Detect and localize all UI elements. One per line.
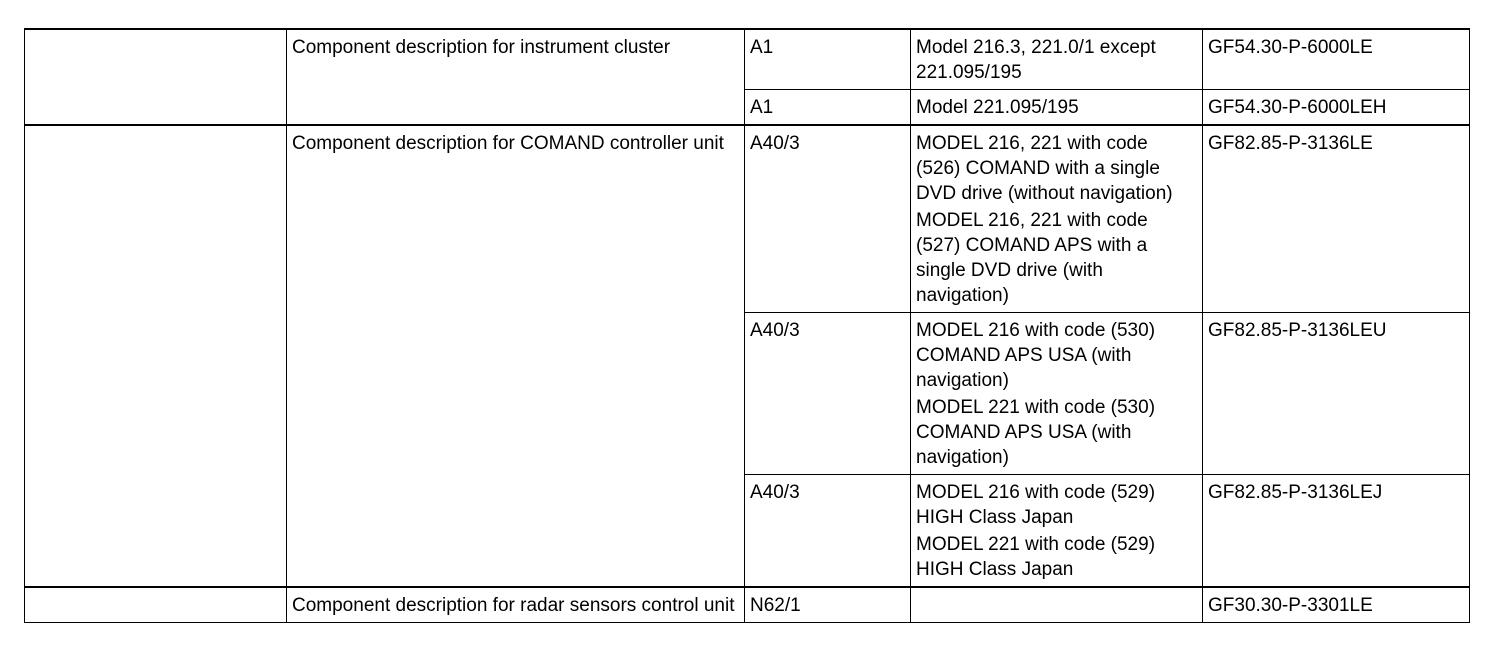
condition-cell	[911, 475, 1203, 588]
document-link[interactable]: GF82.85-P-3136LE	[1203, 125, 1470, 313]
document-link[interactable]: GF54.30-P-6000LE	[1203, 29, 1470, 90]
designation-cell: A1	[745, 90, 911, 126]
designation-cell: A40/3	[745, 313, 911, 475]
table-row	[25, 125, 1470, 313]
condition-text: MODEL 216 with code (530) COMAND APS USA (with navigation)	[916, 320, 1156, 391]
component-reference-table	[24, 28, 1470, 623]
designation-cell: A40/3	[745, 125, 911, 313]
condition-text: MODEL 216 with code (529) HIGH Class Japan	[916, 482, 1156, 528]
condition-text: Model 216.3, 221.0/1 except 221.095/195	[916, 37, 1156, 83]
document-link[interactable]: GF82.85-P-3136LEU	[1203, 313, 1470, 475]
document-link[interactable]: GF30.30-P-3301LE	[1203, 587, 1470, 623]
table-row	[25, 29, 1470, 90]
blank-cell	[25, 29, 287, 125]
document-link[interactable]: GF82.85-P-3136LEJ	[1203, 475, 1470, 588]
condition-text: MODEL 221 with code (529) HIGH Class Japan	[916, 534, 1156, 580]
condition-cell	[911, 125, 1203, 313]
condition-cell	[911, 29, 1203, 90]
component-description: Component description for radar sensors control unit	[287, 587, 745, 623]
condition-cell	[911, 313, 1203, 475]
designation-cell: N62/1	[745, 587, 911, 623]
condition-text: MODEL 216, 221 with code (526) COMAND with a single DVD drive (without navigation)	[916, 133, 1173, 204]
condition-cell	[911, 587, 1203, 623]
condition-text: MODEL 221 with code (530) COMAND APS USA (with navigation)	[916, 397, 1156, 468]
component-description: Component description for COMAND controller unit	[287, 125, 745, 587]
designation-cell: A1	[745, 29, 911, 90]
document-link[interactable]: GF54.30-P-6000LEH	[1203, 90, 1470, 126]
blank-cell	[25, 587, 287, 623]
condition-text: Model 221.095/195	[916, 97, 1079, 118]
component-description: Component description for instrument cluster	[287, 29, 745, 125]
condition-text: MODEL 216, 221 with code (527) COMAND APS with a single DVD drive (with navigation)	[916, 210, 1148, 306]
table-row	[25, 587, 1470, 623]
blank-cell	[25, 125, 287, 587]
condition-cell	[911, 90, 1203, 126]
designation-cell: A40/3	[745, 475, 911, 588]
